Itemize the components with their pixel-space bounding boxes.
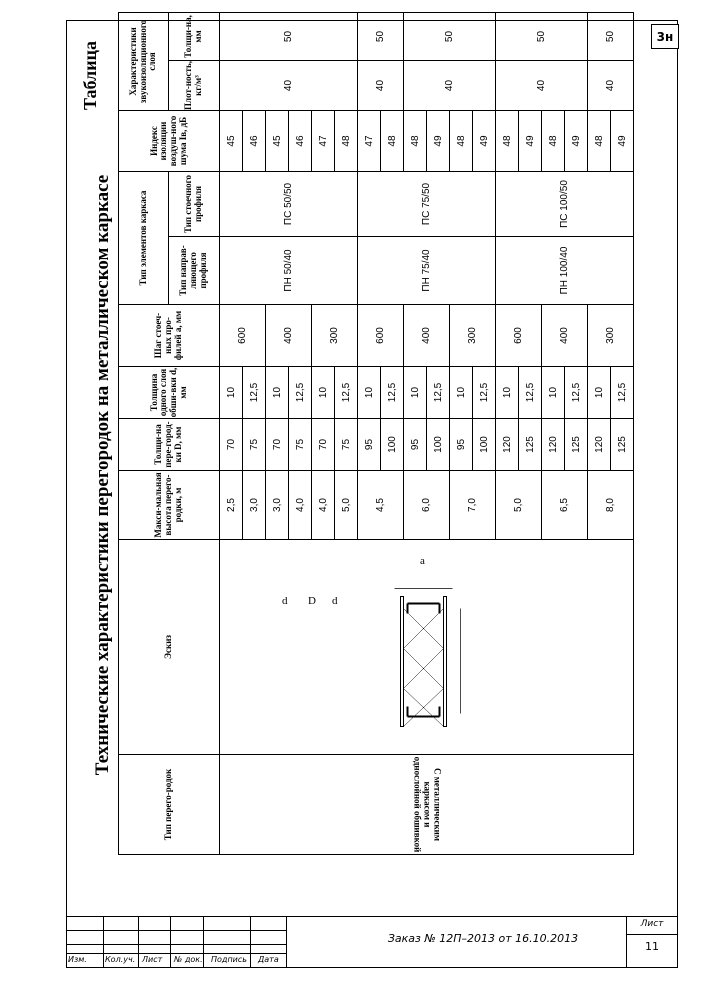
guide-profile-cell: ПН 100/40 [496,237,634,305]
thickness-cell: 70 [220,419,243,471]
step-cell: 400 [266,305,312,367]
height-cell: 4,0 [312,471,335,540]
thickness-cell: 100 [381,419,404,471]
thickness-cell: 120 [542,419,565,471]
insulation-thickness-cell: 50 [220,13,358,61]
page-title: Технические характеристики перегородок на металлическом каркасе [92,174,113,776]
thickness-cell: 70 [312,419,335,471]
stud-profile-cell: ПС 75/50 [358,172,496,237]
height-cell: 4,5 [358,471,404,540]
noise-cell: 45 [266,111,289,172]
sheathing-cell: 10 [404,367,427,419]
step-cell: 400 [404,305,450,367]
height-cell: 6,5 [542,471,588,540]
step-cell: 600 [220,305,266,367]
sheathing-cell: 12,5 [335,367,358,419]
type-cell [220,755,634,855]
density-cell: 40 [220,61,358,111]
thickness-cell: 120 [588,419,611,471]
thickness-cell: 95 [404,419,427,471]
thickness-cell: 95 [450,419,473,471]
density-cell: 40 [404,61,496,111]
noise-cell: 47 [312,111,335,172]
thickness-cell: 75 [335,419,358,471]
header-density: Плот-ность, кг/м³ [169,61,220,111]
sketch-label-d-left: d [282,595,288,607]
thickness-cell: 125 [611,419,634,471]
stud-profile-cell: ПС 100/50 [496,172,634,237]
guide-profile-cell: ПН 50/40 [220,237,358,305]
thickness-cell: 100 [473,419,496,471]
stud-profile-cell: ПС 50/50 [220,172,358,237]
height-cell: 7,0 [450,471,496,540]
thickness-cell: 120 [496,419,519,471]
sketch-cell [220,540,634,755]
partition-sketch [220,540,616,755]
table-label: Таблица [80,41,100,110]
step-cell: 300 [312,305,358,367]
height-cell: 3,0 [243,471,266,540]
thickness-cell: 75 [243,419,266,471]
guide-profile-cell: ПН 75/40 [358,237,496,305]
sheathing-cell: 10 [496,367,519,419]
sketch-label-a: a [420,555,425,567]
step-cell: 400 [542,305,588,367]
density-cell: 40 [358,61,404,111]
sheathing-cell: 10 [266,367,289,419]
insulation-thickness-cell: 50 [588,13,634,61]
stamp-col-kol: Кол.уч. [105,955,136,964]
sheathing-cell: 12,5 [427,367,450,419]
noise-cell: 49 [611,111,634,172]
header-height: Макси-мальная высота перего-родки, м [119,471,220,540]
sheathing-cell: 12,5 [289,367,312,419]
table-row [220,13,243,855]
stamp-col-list: Лист [142,955,163,964]
noise-cell: 46 [243,111,266,172]
height-cell: 5,0 [335,471,358,540]
noise-cell: 49 [427,111,450,172]
height-cell: 6,0 [404,471,450,540]
sheathing-cell: 12,5 [381,367,404,419]
noise-cell: 49 [473,111,496,172]
thickness-cell: 75 [289,419,312,471]
stamp-col-date: Дата [258,955,279,964]
sheathing-cell: 12,5 [519,367,542,419]
sheathing-cell: 12,5 [243,367,266,419]
density-cell: 40 [496,61,588,111]
sheathing-cell: 10 [312,367,335,419]
step-cell: 600 [358,305,404,367]
header-guide-profile: Тип направ-ляющего профиля [169,237,220,305]
noise-cell: 48 [496,111,519,172]
sheathing-cell: 12,5 [611,367,634,419]
noise-cell: 45 [220,111,243,172]
thickness-cell: 95 [358,419,381,471]
noise-cell: 47 [358,111,381,172]
sheathing-cell: 12,5 [473,367,496,419]
noise-cell: 49 [519,111,542,172]
sketch-label-d-right: d [332,595,338,607]
thickness-cell: 125 [565,419,588,471]
sheet-label: Лист [640,919,664,929]
sheathing-cell: 10 [220,367,243,419]
step-cell: 300 [588,305,634,367]
header-sheathing: Толщина одного слоя обши-вки d, мм [119,367,220,419]
header-frame-group: Тип элементов каркаса [119,172,169,305]
sheathing-cell: 10 [542,367,565,419]
height-cell: 8,0 [588,471,634,540]
order-number: Заказ № 12П–2013 от 16.10.2013 [387,932,579,945]
sheet-code: 3н [651,24,679,49]
height-cell: 4,0 [289,471,312,540]
stamp-col-doc: № док. [174,955,203,964]
noise-cell: 48 [381,111,404,172]
sheet-number: 11 [645,940,659,953]
sheathing-cell: 10 [450,367,473,419]
height-cell: 2,5 [220,471,243,540]
step-cell: 300 [450,305,496,367]
thickness-cell: 70 [266,419,289,471]
insulation-thickness-cell: 50 [358,13,404,61]
height-cell: 5,0 [496,471,542,540]
sheathing-cell: 10 [588,367,611,419]
insulation-thickness-cell: 50 [404,13,496,61]
type-value: С металлическим каркасом и однослойной обшивкой [412,756,443,853]
header-insulation-thickness: Толщи-на, мм [169,13,220,61]
insulation-thickness-cell: 50 [496,13,588,61]
sketch-label-D: D [308,595,316,607]
noise-cell: 48 [542,111,565,172]
noise-cell: 48 [588,111,611,172]
stamp-col-izm: Изм. [68,955,87,964]
sheathing-cell: 10 [358,367,381,419]
sheathing-cell: 12,5 [565,367,588,419]
header-sketch: Эскиз [119,540,220,755]
header-thickness: Толщи-на пере-город-ки D, мм [119,419,220,471]
header-step: Шаг стоеч-ных про-филей a, мм [119,305,220,367]
height-cell: 3,0 [266,471,289,540]
header-type: Тип перего-родок [119,755,220,855]
title-block [66,916,678,968]
thickness-cell: 125 [519,419,542,471]
noise-cell: 48 [335,111,358,172]
thickness-cell: 100 [427,419,450,471]
noise-cell: 46 [289,111,312,172]
header-insulation-group: Характеристики звукоизоляционного слоя [119,13,169,111]
characteristics-table [118,12,634,855]
step-cell: 600 [496,305,542,367]
noise-cell: 49 [565,111,588,172]
noise-cell: 48 [404,111,427,172]
stamp-col-sign: Подпись [211,955,247,964]
noise-cell: 48 [450,111,473,172]
header-stud-profile: Тип стоечного профиля [169,172,220,237]
density-cell: 40 [588,61,634,111]
header-noise: Индекс изоляции воздуш-ного шума Iв, дБ [119,111,220,172]
